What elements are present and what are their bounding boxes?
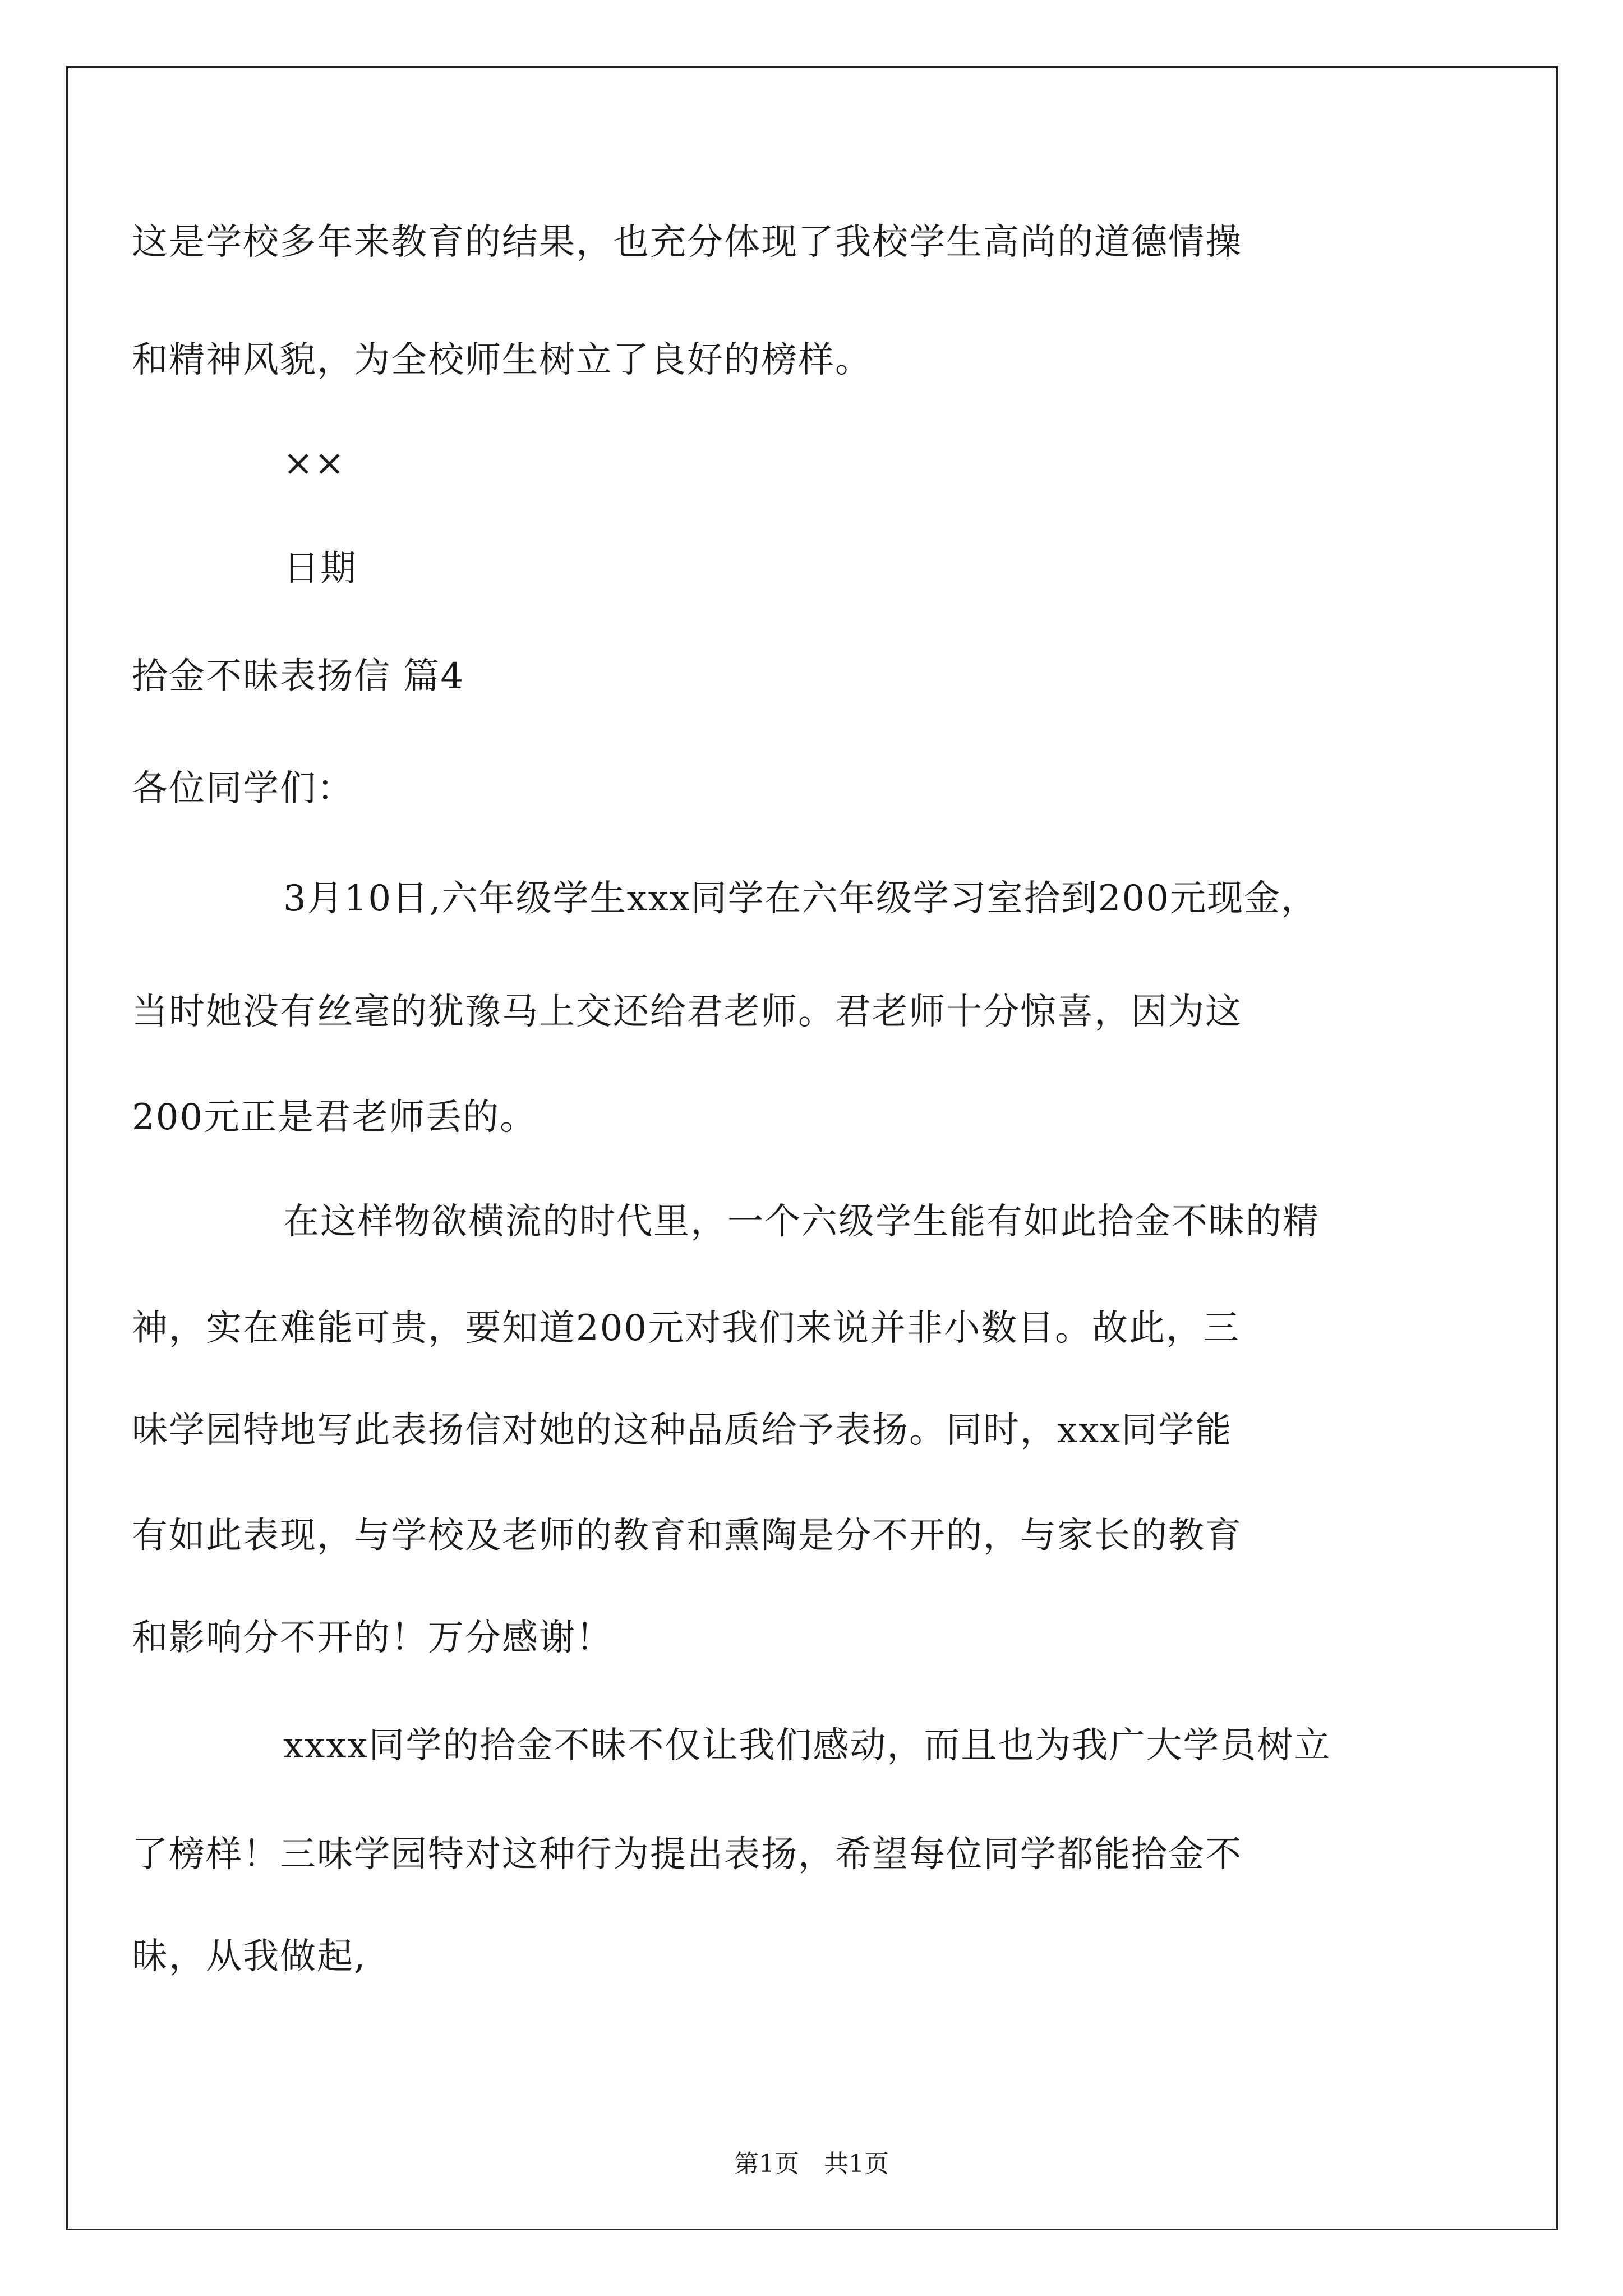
page-number: 第1页 共1页: [734, 2150, 889, 2178]
text-line: 和精神风貌，为全校师生树立了良好的榜样。: [132, 339, 872, 381]
text-line: xxxx同学的拾金不昧不仅让我们感动，而且也为我广大学员树立: [283, 1725, 1331, 1766]
section-heading: 拾金不昧表扬信 篇4: [132, 656, 465, 697]
text-line: 在这样物欲横流的时代里，一个六级学生能有如此拾金不昧的精: [283, 1201, 1320, 1243]
text-line: 神，实在难能可贵，要知道200元对我们来说并非小数目。故此，三: [132, 1308, 1241, 1349]
text-line: 和影响分不开的！万分感谢！: [132, 1617, 613, 1659]
text-line: 了榜样！三味学园特对这种行为提出表扬，希望每位同学都能拾金不: [132, 1834, 1242, 1875]
date-label: 日期: [283, 548, 357, 590]
signature-mark: ××: [283, 443, 346, 484]
text-line: 当时她没有丝毫的犹豫马上交还给君老师。君老师十分惊喜，因为这: [132, 991, 1242, 1033]
text-line: 味学园特地写此表扬信对她的这种品质给予表扬。同时，xxx同学能: [132, 1410, 1233, 1451]
page-frame: [66, 66, 1558, 2230]
salutation: 各位同学们：: [132, 768, 354, 809]
text-line: 200元正是君老师丢的。: [132, 1097, 537, 1138]
text-line: 这是学校多年来教育的结果，也充分体现了我校学生高尚的道德情操: [132, 222, 1242, 263]
text-line: 3月10日,六年级学生xxx同学在六年级学习室拾到200元现金，: [283, 878, 1318, 919]
text-line: 有如此表现，与学校及老师的教育和熏陶是分不开的，与家长的教育: [132, 1515, 1242, 1557]
text-line: 昧，从我做起,: [132, 1936, 367, 1977]
